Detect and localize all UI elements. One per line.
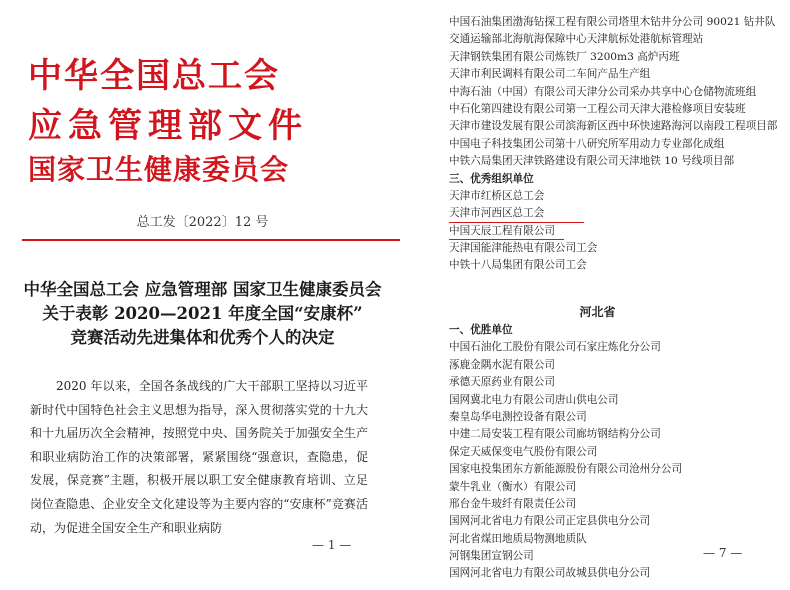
page-number-right: — 7 — [703,546,743,560]
title-line-3: 竞赛活动先进集体和优秀个人的决定 [70,328,335,347]
list-item: 河钢集团宣钢公司 [449,550,534,563]
province-heading: 河北省 [579,305,616,319]
list-item: 邢台金牛玻纤有限责任公司 [449,497,577,510]
list-item: 中铁六局集团天津铁路建设有限公司天津地铁 10 号线项目部 [449,155,735,168]
title-line-1: 中华全国总工会 应急管理部 国家卫生健康委员会 [23,280,382,299]
list-item-highlighted: 天津市河西区总工会 [449,205,789,222]
province-list [449,322,789,583]
top-list [449,14,789,275]
red-divider [22,239,400,241]
list-item: 天津国能津能热电有限公司工会 [449,242,598,255]
list-item: 交通运输部北海航海保障中心天津航标处港航标管理站 [449,33,704,46]
title-line-2: 关于表彰 2020—2021 年度全国“安康杯” [42,304,363,323]
list-item: 蒙牛乳业（衡水）有限公司 [449,480,577,493]
list-item: 国家电投集团东方新能源股份有限公司沧州分公司 [449,463,683,476]
body-paragraph [30,375,368,540]
document-number: 总工发〔2022〕12 号 [136,215,269,230]
list-item: 国网河北省电力有限公司故城县供电分公司 [449,567,651,580]
list-item-highlighted: 中国天辰工程有限公司 [449,223,789,240]
list-item: 国网河北省电力有限公司正定县供电分公司 [449,515,651,528]
page-number-left: — 1 — [312,538,352,552]
header-line-2: 应急管理部文件 [28,106,308,146]
body-text: 2020 年以来，全国各条战线的广大干部职工坚持以习近平新时代中国特色社会主义思想为指导，深入贯彻落实党的十九大和十九届历次全会精神，按照党中央、国务院关于加强安全生产和职业病防治工作的决策部署，紧紧围绕“强意识，查隐患，促发展，保竞赛”主题，积极开展以职工安全健康教育培训、立足岗位查隐患、企业安全文化建设等为主要内容的“安康杯”竞赛活动，为促进全国安全生产和职业病防 [30,379,368,535]
list-item: 秦皇岛华电测控设备有限公司 [449,410,587,423]
list-item: 保定天威保变电气股份有限公司 [449,445,598,458]
list-item: 天津市建设发展有限公司滨海新区西中环快速路海河以南段工程项目部 [449,120,778,133]
list-item: 河北省煤田地质局物测地质队 [449,532,587,545]
list-item: 涿鹿金隅水泥有限公司 [449,358,555,371]
section-heading-3: 三、优秀组织单位 [449,172,534,185]
list-item: 中铁十八局集团有限公司工会 [449,259,587,272]
list-item: 天津钢铁集团有限公司炼铁厂 3200m3 高炉丙班 [449,50,680,63]
header-line-1: 中华全国总工会 [28,56,280,96]
header-line-3: 国家卫生健康委员会 [28,153,290,186]
list-item: 中建二局安装工程有限公司廊坊钢结构分公司 [449,428,661,441]
list-item: 中石化第四建设有限公司第一工程公司天津大港检修项目安装班 [449,102,746,115]
list-item: 中国石油集团渤海钻探工程有限公司塔里木钻井分公司 90021 钻井队 [449,16,776,28]
right-page [405,0,790,590]
list-item: 天津市利民调料有限公司二车间产品生产组 [449,68,651,81]
list-item: 中国石油化工股份有限公司石家庄炼化分公司 [449,341,661,354]
list-item: 承德天原药业有限公司 [449,376,555,389]
list-item: 天津市红桥区总工会 [449,189,545,202]
list-item: 中国电子科技集团公司第十八研究所军用动力专业部化成组 [449,137,725,150]
section-heading-1: 一、优胜单位 [449,324,513,336]
list-item: 中海石油（中国）有限公司天津分公司采办共享中心仓储物流班组 [449,85,757,98]
list-item: 国网冀北电力有限公司唐山供电公司 [449,393,619,406]
